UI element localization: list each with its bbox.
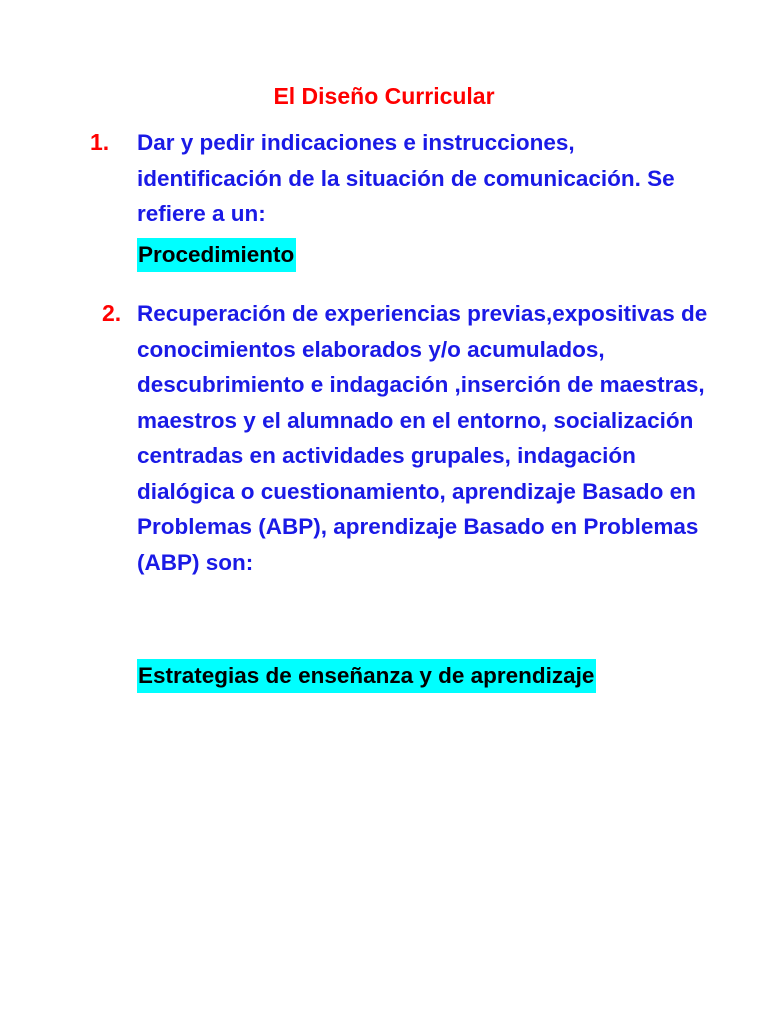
item-number: 2. <box>102 300 122 326</box>
item-number: 1. <box>90 129 110 155</box>
highlighted-answer: Estrategias de enseñanza y de aprendizaje <box>137 659 596 693</box>
item-text: Dar y pedir indicaciones e instrucciones, identificación de la situación de comunicación. Se refiere a un: <box>137 130 675 226</box>
list-item-2 <box>90 296 710 656</box>
highlighted-answer: Procedimiento <box>137 238 296 272</box>
document-title: El Diseño Curricular <box>273 83 495 109</box>
list-item-1 <box>90 125 710 235</box>
item-text: Recuperación de experiencias previas,expositivas de conocimientos elaborados y/o acumulados, descubrimiento e indagación ,inserción de maestras, maestros y el alumnado en el entorno, socialización centradas en actividades grupales, indagación dialógica o cuestionamiento, aprendizaje Basado en Problemas (ABP), aprendizaje Basado en Problemas (ABP) son: <box>137 301 708 575</box>
